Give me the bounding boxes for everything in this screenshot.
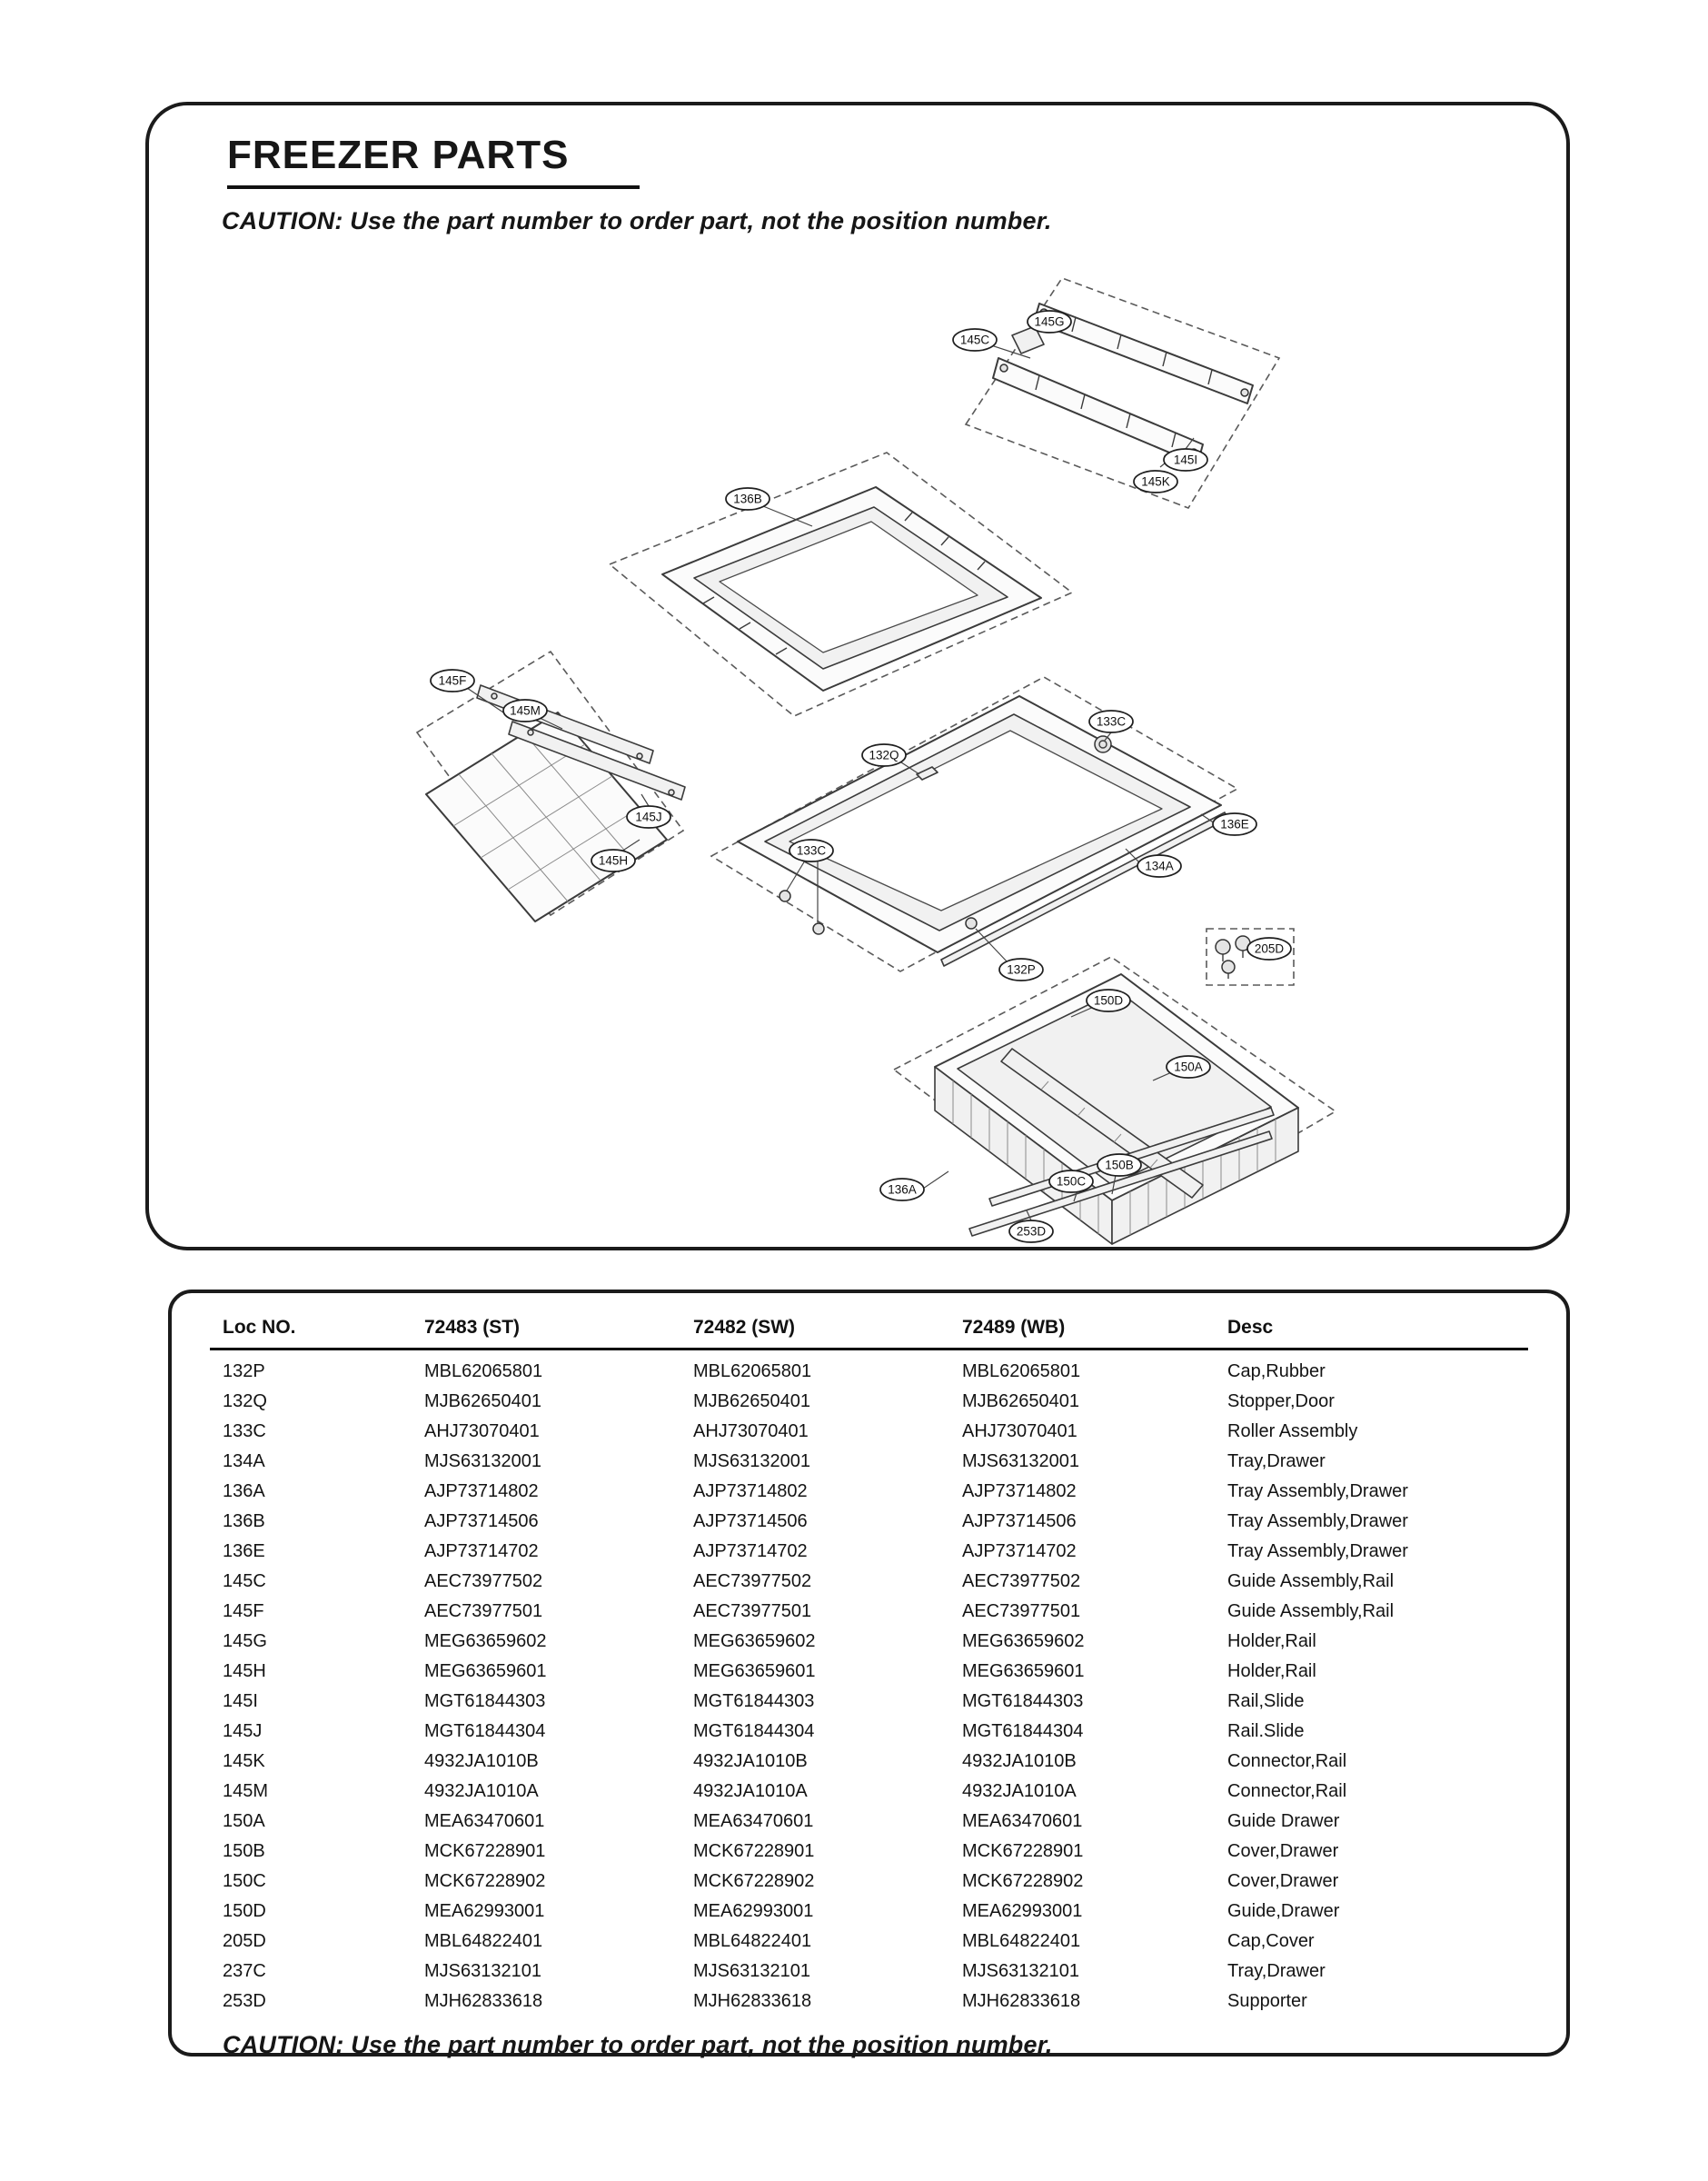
callout-134A	[1137, 855, 1181, 877]
table-cell: 150C	[223, 1871, 266, 1891]
table-cell: MJS63132101	[962, 1961, 1079, 1981]
svg-text:134A: 134A	[1145, 859, 1174, 873]
svg-text:150C: 150C	[1056, 1174, 1087, 1189]
caps-205d-part	[1216, 936, 1250, 979]
parts-table	[210, 1313, 1528, 2017]
table-row	[210, 1657, 1528, 1687]
svg-text:132P: 132P	[1007, 962, 1036, 977]
table-cell: 237C	[223, 1961, 266, 1981]
table-cell: MEG63659601	[424, 1661, 547, 1681]
table-cell: AHJ73070401	[693, 1421, 809, 1441]
table-cell: 132P	[223, 1361, 265, 1381]
table-cell: 134A	[223, 1451, 265, 1471]
column-header-desc: Desc	[1227, 1313, 1528, 1349]
table-row	[210, 1927, 1528, 1957]
svg-text:145K: 145K	[1141, 474, 1170, 489]
table-cell: MGT61844303	[693, 1691, 815, 1711]
callout-150C	[1049, 1170, 1093, 1192]
table-row	[210, 1687, 1528, 1717]
table-cell: MCK67228901	[693, 1841, 815, 1861]
table-cell: 132Q	[223, 1391, 267, 1411]
table-row	[210, 1349, 1528, 1388]
callout-145I	[1164, 449, 1207, 471]
table-cell: 4932JA1010B	[424, 1751, 539, 1771]
table-row	[210, 1387, 1528, 1417]
callout-145K	[1134, 471, 1177, 493]
table-cell: MJS63132001	[962, 1451, 1079, 1471]
table-cell: Holder,Rail	[1227, 1661, 1316, 1681]
table-cell: MJS63132101	[424, 1961, 541, 1981]
table-cell: Guide Assembly,Rail	[1227, 1601, 1395, 1621]
callout-136A	[880, 1179, 924, 1200]
table-cell: AEC73977502	[962, 1571, 1081, 1591]
table-cell: Roller Assembly	[1227, 1421, 1358, 1441]
table-cell: AEC73977501	[693, 1601, 812, 1621]
table-cell: Cover,Drawer	[1227, 1871, 1339, 1891]
table-cell: MEG63659601	[693, 1661, 816, 1681]
table-cell: MBL64822401	[693, 1931, 812, 1951]
callout-150D	[1087, 990, 1130, 1011]
table-cell: AJP73714506	[962, 1511, 1077, 1531]
table-cell: MGT61844304	[424, 1721, 546, 1741]
table-cell: 150A	[223, 1811, 265, 1831]
callout-145H	[591, 850, 635, 871]
column-header-loc: Loc NO.	[210, 1313, 424, 1349]
table-cell: MJB62650401	[962, 1391, 1079, 1411]
table-cell: MCK67228902	[693, 1871, 815, 1891]
table-row	[210, 1957, 1528, 1987]
svg-text:145F: 145F	[438, 673, 467, 688]
table-cell: MGT61844304	[962, 1721, 1084, 1741]
table-cell: MCK67228901	[962, 1841, 1084, 1861]
table-cell: 145F	[223, 1601, 264, 1621]
table-cell: MJH62833618	[962, 1991, 1081, 2011]
table-row	[210, 1747, 1528, 1777]
table-row	[210, 1477, 1528, 1507]
table-cell: AJP73714702	[424, 1541, 539, 1561]
table-cell: MJH62833618	[424, 1991, 543, 2011]
callout-145C	[953, 329, 997, 351]
table-cell: 145J	[223, 1721, 263, 1741]
table-cell: MEG63659601	[962, 1661, 1085, 1681]
callout-150A	[1167, 1056, 1210, 1078]
table-cell: MEG63659602	[424, 1631, 547, 1651]
table-cell: AEC73977502	[424, 1571, 543, 1591]
table-row	[210, 1507, 1528, 1537]
table-cell: Cap,Cover	[1227, 1931, 1315, 1951]
table-cell: AJP73714802	[693, 1481, 808, 1501]
table-cell: Tray Assembly,Drawer	[1227, 1511, 1408, 1531]
svg-text:145I: 145I	[1173, 453, 1198, 467]
tray-136b-part	[662, 487, 1041, 691]
guide-145f-part	[426, 685, 685, 921]
table-cell: MJH62833618	[693, 1991, 812, 2011]
table-cell: AHJ73070401	[962, 1421, 1077, 1441]
svg-text:205D: 205D	[1254, 941, 1285, 956]
callout-133C-a	[1089, 711, 1133, 732]
table-row	[210, 1417, 1528, 1447]
table-cell: 4932JA1010B	[962, 1751, 1077, 1771]
table-cell: MJB62650401	[424, 1391, 541, 1411]
table-row	[210, 1807, 1528, 1837]
table-cell: 4932JA1010A	[962, 1781, 1077, 1801]
table-row	[210, 1837, 1528, 1867]
svg-text:253D: 253D	[1016, 1224, 1047, 1239]
svg-text:150D: 150D	[1093, 993, 1124, 1008]
svg-text:132Q: 132Q	[869, 748, 899, 762]
table-cell: AJP73714506	[424, 1511, 539, 1531]
table-cell: 150B	[223, 1841, 265, 1861]
basket-136a-part	[935, 974, 1298, 1244]
svg-text:133C: 133C	[1096, 714, 1127, 729]
table-row	[210, 1567, 1528, 1597]
cap-132p	[966, 918, 977, 929]
caution-bottom: CAUTION: Use the part number to order part, not the position number.	[223, 2031, 1053, 2058]
table-cell: Holder,Rail	[1227, 1631, 1316, 1651]
table-row	[210, 1867, 1528, 1897]
table-cell: Tray,Drawer	[1227, 1451, 1326, 1471]
table-cell: MEG63659602	[962, 1631, 1085, 1651]
table-row	[210, 1627, 1528, 1657]
callout-145G	[1028, 311, 1071, 333]
table-cell: 145I	[223, 1691, 258, 1711]
column-header-72489-wb: 72489 (WB)	[962, 1313, 1227, 1349]
table-cell: MGT61844304	[693, 1721, 815, 1741]
table-cell: 145M	[223, 1781, 269, 1801]
callout-132Q	[862, 744, 906, 766]
table-cell: MBL62065801	[962, 1361, 1081, 1381]
table-cell: 4932JA1010A	[424, 1781, 539, 1801]
callout-132P	[999, 959, 1043, 981]
table-cell: MEA63470601	[962, 1811, 1083, 1831]
roller-screw	[780, 891, 790, 901]
freezer-parts-panel	[145, 102, 1570, 1250]
table-cell: Connector,Rail	[1227, 1751, 1347, 1771]
table-cell: Tray Assembly,Drawer	[1227, 1541, 1408, 1561]
table-cell: Rail,Slide	[1227, 1691, 1305, 1711]
table-cell: MEA62993001	[962, 1901, 1083, 1921]
table-cell: MJS63132001	[424, 1451, 541, 1471]
table-row	[210, 1777, 1528, 1807]
svg-text:145M: 145M	[510, 703, 541, 718]
caution-top: CAUTION: Use the part number to order part, not the position number.	[222, 207, 1052, 234]
table-cell: Cap,Rubber	[1227, 1361, 1326, 1381]
svg-text:145C: 145C	[959, 333, 990, 347]
parts-table-body	[210, 1349, 1528, 2017]
table-cell: 145G	[223, 1631, 267, 1651]
table-row	[210, 1597, 1528, 1627]
table-cell: AJP73714506	[693, 1511, 808, 1531]
parts-table-head	[210, 1313, 1528, 1349]
table-cell: MJB62650401	[693, 1391, 810, 1411]
table-cell: AJP73714702	[962, 1541, 1077, 1561]
column-header-72482-sw: 72482 (SW)	[693, 1313, 962, 1349]
table-cell: MJS63132101	[693, 1961, 810, 1981]
svg-text:145J: 145J	[635, 810, 662, 824]
svg-text:150A: 150A	[1174, 1060, 1203, 1074]
page-title: FREEZER PARTS	[227, 133, 640, 189]
svg-text:133C: 133C	[796, 843, 827, 858]
table-cell: Guide Drawer	[1227, 1811, 1340, 1831]
table-cell: AJP73714702	[693, 1541, 808, 1561]
table-cell: 4932JA1010B	[693, 1751, 808, 1771]
table-cell: AEC73977501	[962, 1601, 1081, 1621]
svg-text:145G: 145G	[1034, 314, 1065, 329]
table-cell: MEA63470601	[693, 1811, 814, 1831]
table-row	[210, 1447, 1528, 1477]
table-cell: MEA62993001	[424, 1901, 545, 1921]
svg-text:136B: 136B	[733, 492, 762, 506]
table-cell: Tray,Drawer	[1227, 1961, 1326, 1981]
table-cell: MJS63132001	[693, 1451, 810, 1471]
callout-136E	[1213, 813, 1256, 835]
table-cell: 136A	[223, 1481, 265, 1501]
table-cell: AHJ73070401	[424, 1421, 540, 1441]
title-wrap	[227, 133, 1566, 189]
callout-150B	[1097, 1154, 1141, 1176]
svg-text:136A: 136A	[888, 1182, 917, 1197]
table-row	[210, 1717, 1528, 1747]
callout-133C-b	[789, 840, 833, 861]
table-cell: MEG63659602	[693, 1631, 816, 1651]
table-cell: AJP73714802	[962, 1481, 1077, 1501]
table-cell: Rail.Slide	[1227, 1721, 1305, 1741]
table-cell: 4932JA1010A	[693, 1781, 808, 1801]
table-cell: AEC73977501	[424, 1601, 543, 1621]
table-cell: MGT61844303	[962, 1691, 1084, 1711]
callout-145F	[431, 670, 474, 692]
table-cell: MBL64822401	[424, 1931, 543, 1951]
header-row	[210, 1313, 1528, 1349]
table-row	[210, 1897, 1528, 1927]
svg-text:136E: 136E	[1220, 817, 1249, 832]
table-cell: 145K	[223, 1751, 265, 1771]
table-cell: MCK67228901	[424, 1841, 546, 1861]
table-cell: MBL64822401	[962, 1931, 1081, 1951]
table-cell: AEC73977502	[693, 1571, 812, 1591]
table-cell: Guide,Drawer	[1227, 1901, 1340, 1921]
callout-136B	[726, 488, 770, 510]
table-cell: Connector,Rail	[1227, 1781, 1347, 1801]
table-cell: MEA62993001	[693, 1901, 814, 1921]
table-cell: Guide Assembly,Rail	[1227, 1571, 1395, 1591]
svg-text:150B: 150B	[1105, 1158, 1134, 1172]
roller-133c	[1095, 736, 1111, 752]
table-cell: MCK67228902	[424, 1871, 546, 1891]
table-cell: 136E	[223, 1541, 265, 1561]
table-cell: 145H	[223, 1661, 266, 1681]
table-cell: 253D	[223, 1991, 266, 2011]
table-cell: 136B	[223, 1511, 265, 1531]
table-cell: MGT61844303	[424, 1691, 546, 1711]
callout-145M	[503, 700, 547, 722]
exploded-parts-diagram	[149, 249, 1574, 1249]
roller-screw	[813, 923, 824, 934]
table-cell: 145C	[223, 1571, 266, 1591]
center-tray-part	[738, 696, 1227, 966]
table-cell: Cover,Drawer	[1227, 1841, 1339, 1861]
table-row	[210, 1537, 1528, 1567]
column-header-72483-st: 72483 (ST)	[424, 1313, 693, 1349]
table-cell: 205D	[223, 1931, 266, 1951]
table-cell: MBL62065801	[693, 1361, 812, 1381]
table-cell: MBL62065801	[424, 1361, 543, 1381]
table-cell: 150D	[223, 1901, 266, 1921]
callout-145J	[627, 806, 670, 828]
table-row	[210, 1987, 1528, 2017]
table-cell: MCK67228902	[962, 1871, 1084, 1891]
callout-205D	[1247, 938, 1291, 960]
table-cell: MEA63470601	[424, 1811, 545, 1831]
callout-253D	[1009, 1220, 1053, 1242]
svg-text:145H: 145H	[598, 853, 629, 868]
table-cell: Supporter	[1227, 1991, 1307, 2011]
table-cell: 133C	[223, 1421, 266, 1441]
table-cell: Stopper,Door	[1227, 1391, 1335, 1411]
table-cell: AJP73714802	[424, 1481, 539, 1501]
table-cell: Tray Assembly,Drawer	[1227, 1481, 1408, 1501]
parts-table-panel	[168, 1290, 1570, 2057]
